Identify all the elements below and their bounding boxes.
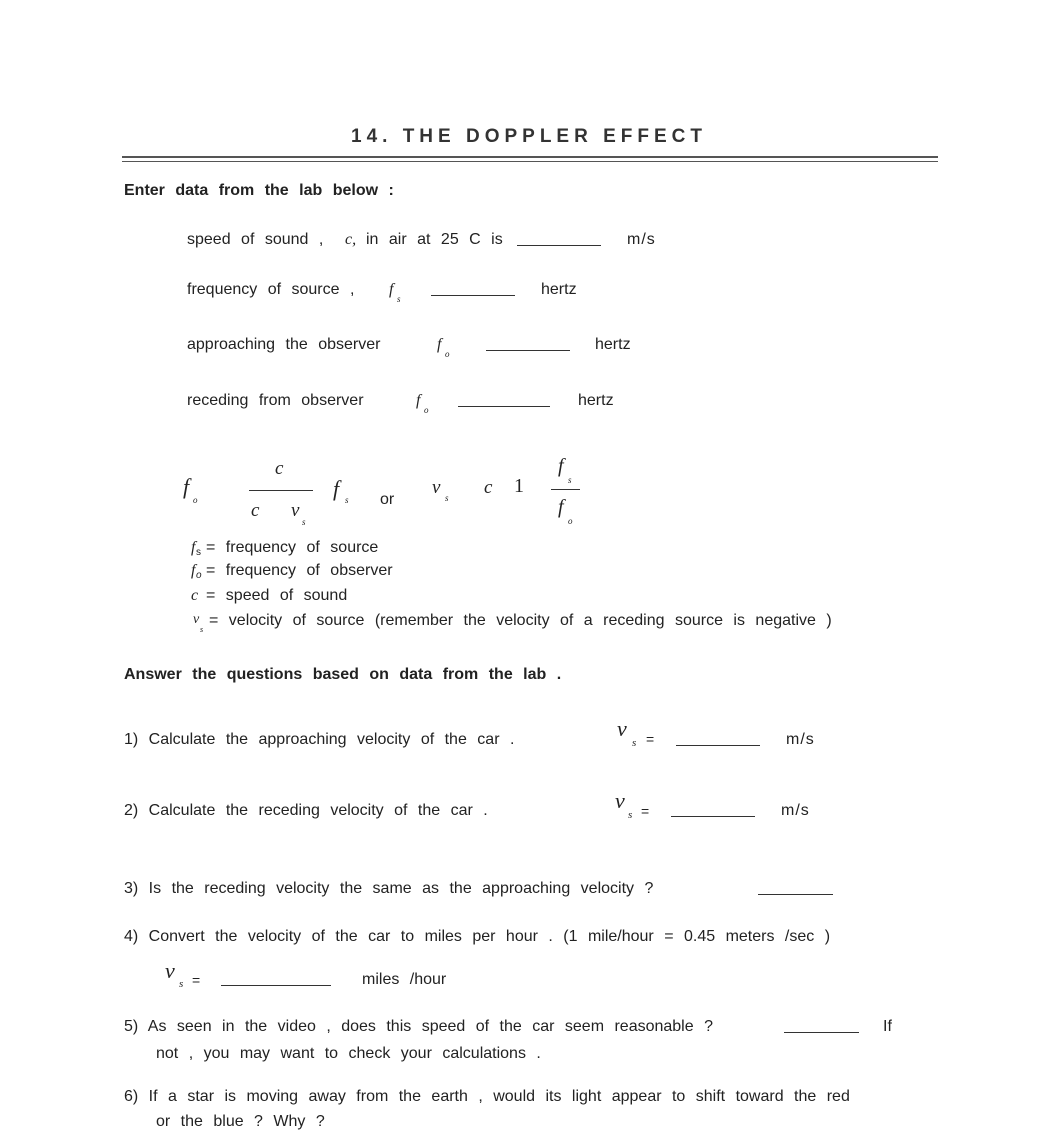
fo-approach-subscript: o (445, 349, 450, 359)
legend-fs-text: = frequency of source (206, 539, 379, 556)
formula-vs-sub: s (445, 493, 449, 503)
formula-one: 1 (514, 475, 524, 497)
formula-vs: v (432, 477, 441, 498)
q4-equals: = (192, 972, 201, 988)
formula-frac-den-sub: o (568, 516, 573, 526)
question-2-text: 2) Calculate the receding velocity of the car . (124, 802, 488, 819)
formula-c: c (484, 477, 493, 498)
q4-vs-subscript: s (179, 978, 184, 990)
question-4-text: 4) Convert the velocity of the car to miles per hour . (1 mile/hour = 0.45 meters /sec ) (124, 928, 831, 945)
formula-denominator-v: v (291, 500, 300, 521)
formula-fs-sub: s (345, 495, 349, 505)
q1-answer-field[interactable] (676, 733, 760, 746)
formula-or: or (380, 491, 395, 508)
q2-answer-field[interactable] (671, 804, 755, 817)
speed-symbol: c, (345, 231, 357, 248)
legend-c-text: = speed of sound (206, 587, 348, 604)
formula-denominator-c: c (251, 500, 260, 521)
question-5-text: 5) As seen in the video , does this speed of the car seem reasonable ? (124, 1018, 713, 1035)
question-5-text-cont: not , you may want to check your calculations . (156, 1045, 541, 1062)
speed-unit: m/s (627, 231, 656, 248)
formula-frac-den-f: f (558, 496, 564, 518)
formula-frac-num-f: f (558, 455, 564, 477)
q1-vs-subscript: s (632, 737, 637, 749)
formula-fo-sub: o (193, 495, 198, 505)
speed-label: speed of sound , (187, 231, 324, 248)
page-title: 14. THE DOPPLER EFFECT (351, 126, 707, 147)
title-rule-thin (122, 161, 938, 162)
approaching-frequency-field[interactable] (486, 338, 570, 351)
source-frequency-field[interactable] (431, 283, 515, 296)
formula-frac-bar-2 (551, 489, 580, 490)
formula-denominator-v-sub: s (302, 517, 306, 527)
q1-vs-symbol: v (617, 716, 627, 741)
formula-fraction-bar (249, 490, 313, 491)
approaching-label: approaching the observer (187, 336, 381, 353)
frequency-unit: hertz (541, 281, 577, 298)
legend-fs-symbol: f (191, 539, 196, 556)
q2-vs-subscript: s (628, 809, 633, 821)
legend-fs-subscript: s (196, 547, 201, 558)
legend-c-symbol: c (191, 587, 199, 604)
approaching-unit: hertz (595, 336, 631, 353)
receding-label: receding from observer (187, 392, 364, 409)
legend-fo-symbol: f (191, 562, 196, 579)
formula-numerator-c: c (275, 458, 284, 479)
q4-unit: miles /hour (362, 971, 447, 988)
q2-unit: m/s (781, 802, 810, 819)
speed-label-condition: in air at 25 C is (366, 231, 503, 248)
section-heading-enter-data: Enter data from the lab below : (124, 182, 394, 199)
receding-frequency-field[interactable] (458, 394, 550, 407)
fs-symbol: f (389, 281, 394, 298)
fo-approach-symbol: f (437, 336, 442, 353)
title-rule-thick (122, 156, 938, 158)
legend-v-subscript: s (200, 625, 204, 634)
q1-unit: m/s (786, 731, 815, 748)
formula-fo: f (183, 474, 190, 499)
section-heading-answer: Answer the questions based on data from the lab . (124, 666, 562, 683)
speed-of-sound-field[interactable] (517, 233, 601, 246)
fs-subscript: s (397, 294, 401, 304)
q4-answer-field[interactable] (221, 973, 331, 986)
question-6-text: 6) If a star is moving away from the earth , would its light appear to shift toward the red (124, 1088, 850, 1105)
question-3-text: 3) Is the receding velocity the same as the approaching velocity ? (124, 880, 654, 897)
formula-fs: f (333, 476, 340, 501)
question-6-text-cont: or the blue ? Why ? (156, 1113, 325, 1130)
q3-answer-field[interactable] (758, 882, 833, 895)
legend-fo-text: = frequency of observer (206, 562, 393, 579)
q1-equals: = (646, 731, 655, 747)
question-5-text-if: If (883, 1018, 892, 1035)
q2-vs-symbol: v (615, 788, 625, 813)
q2-equals: = (641, 803, 650, 819)
fo-recede-subscript: o (424, 405, 429, 415)
q5-answer-field[interactable] (784, 1020, 859, 1033)
frequency-label: frequency of source , (187, 281, 355, 298)
legend-fo-subscript: o (196, 570, 202, 581)
formula-frac-num-sub: s (568, 475, 572, 485)
legend-v-symbol: v (193, 612, 200, 627)
fo-recede-symbol: f (416, 392, 421, 409)
q4-vs-symbol: v (165, 958, 175, 983)
receding-unit: hertz (578, 392, 614, 409)
legend-v-text: = velocity of source (remember the velocity of a receding source is negative ) (209, 612, 832, 629)
question-1-text: 1) Calculate the approaching velocity of the car . (124, 731, 515, 748)
